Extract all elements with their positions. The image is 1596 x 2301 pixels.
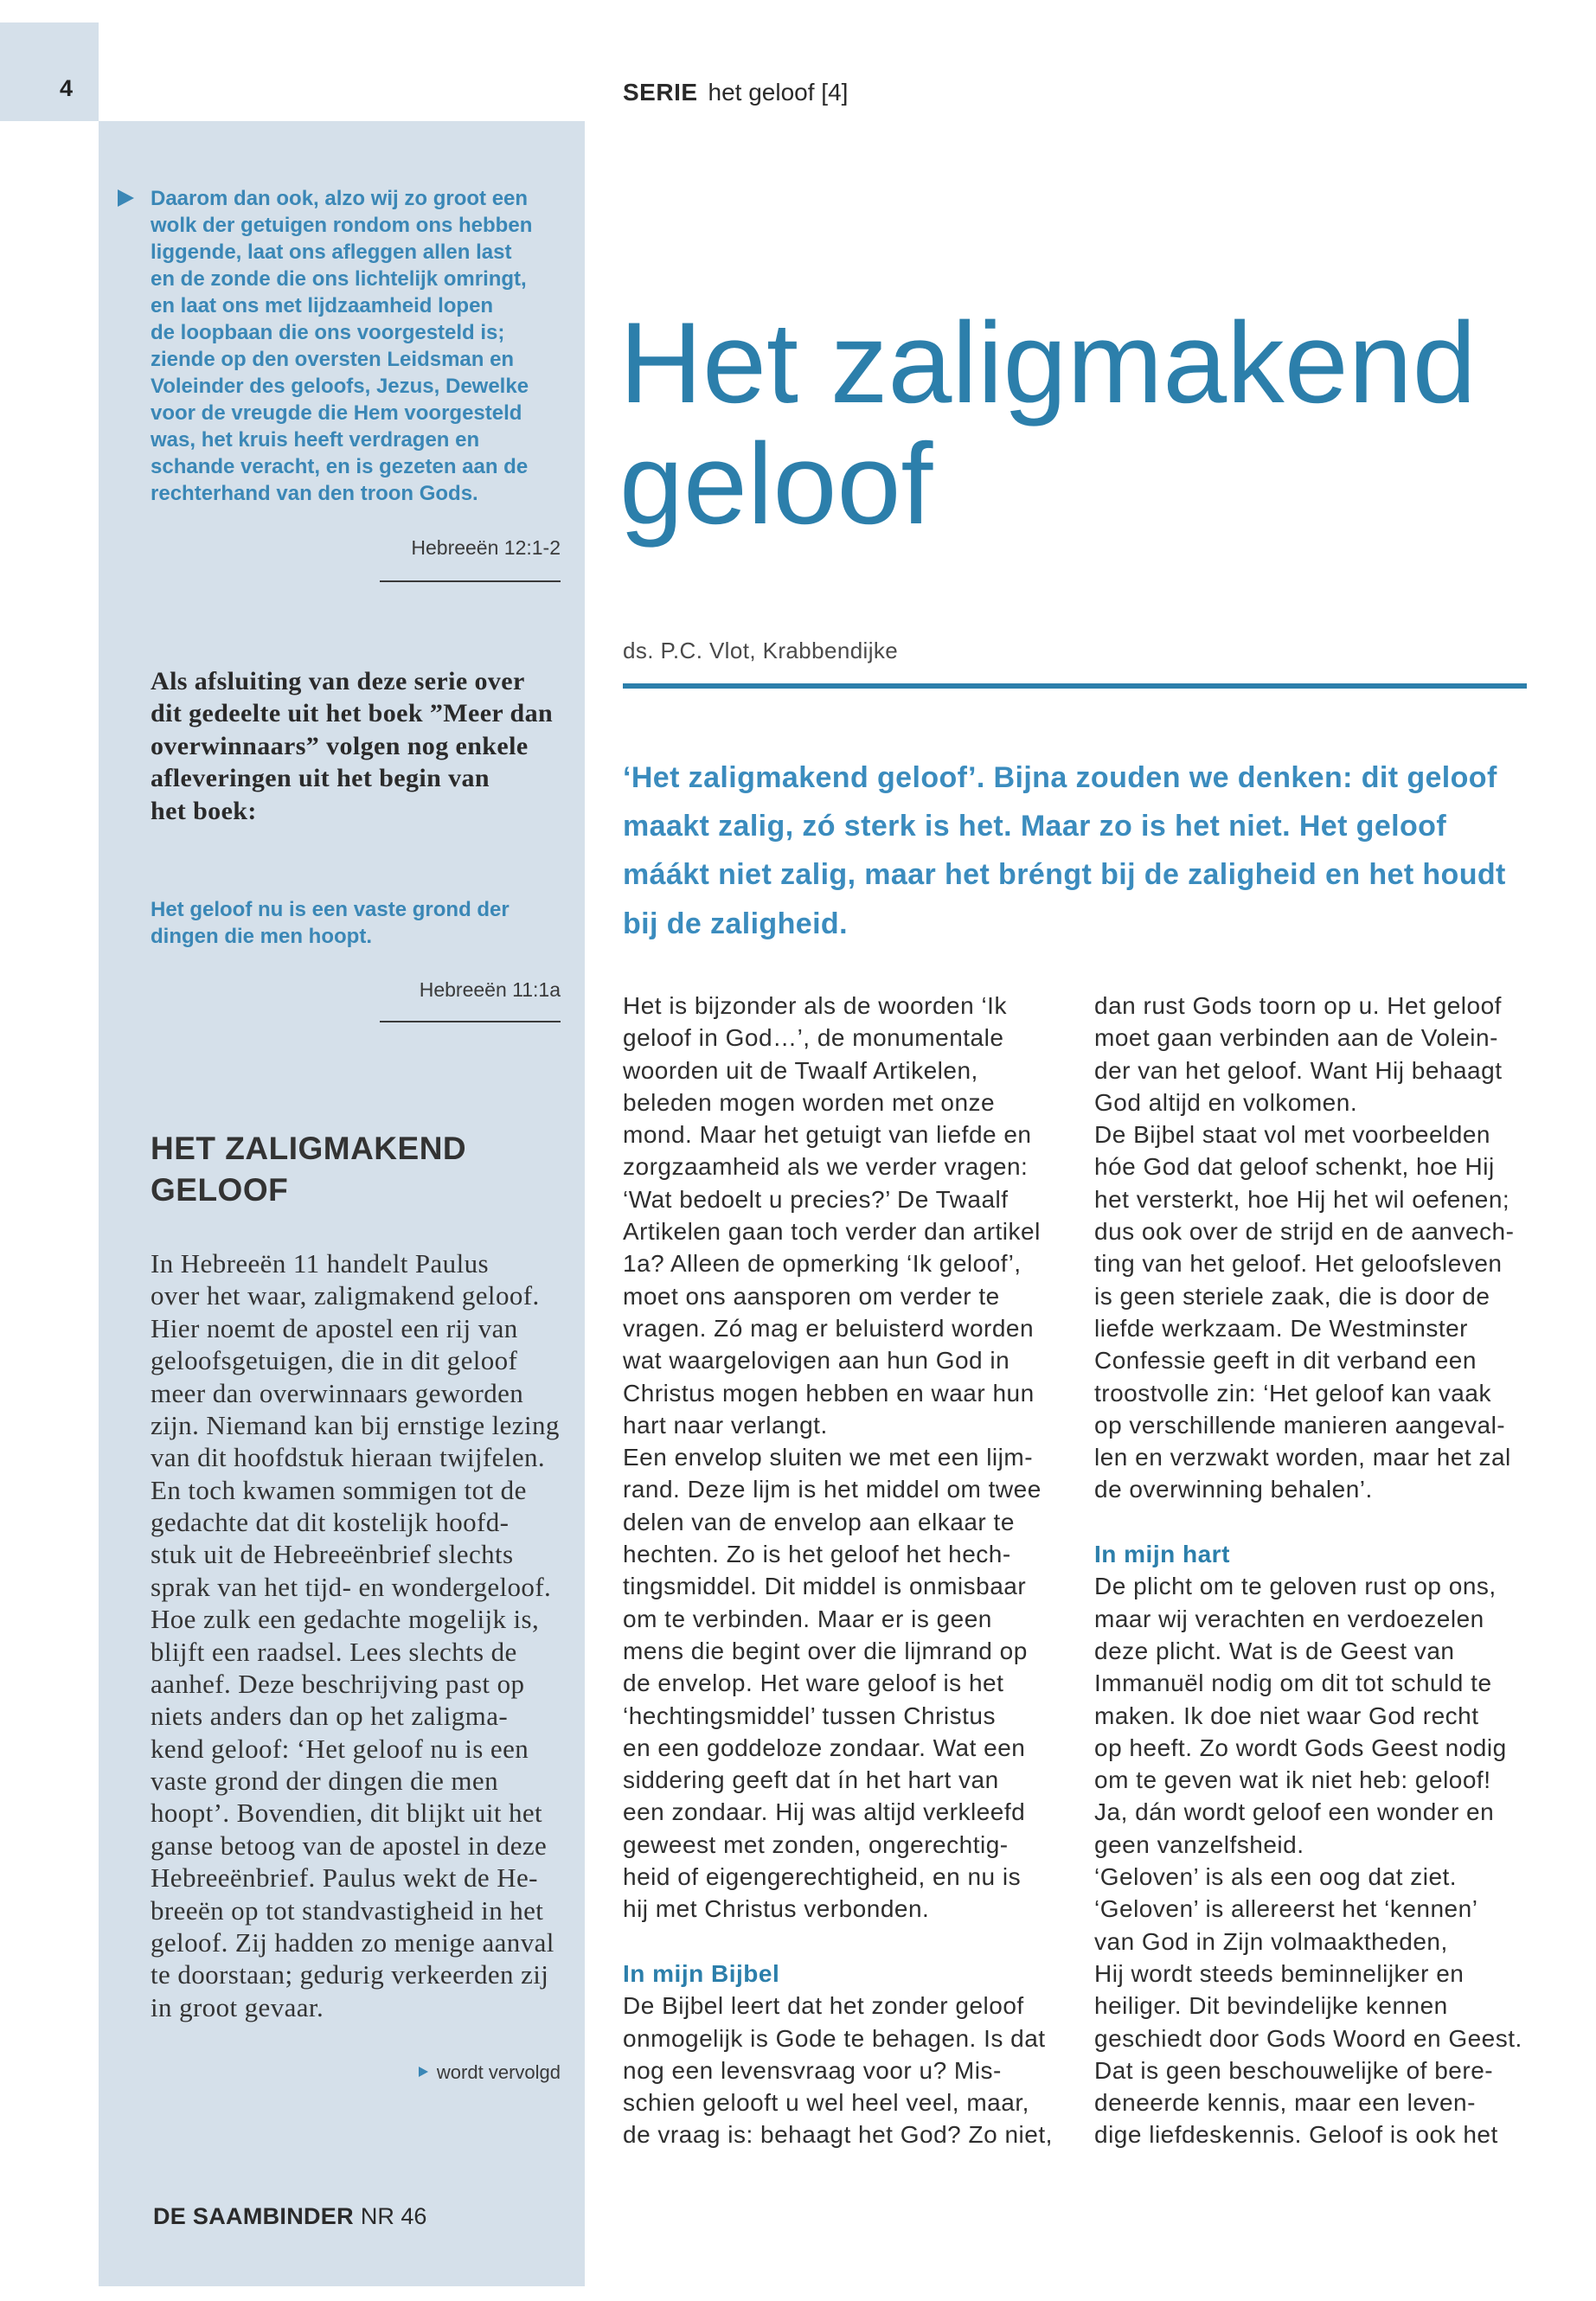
body-line: over het waar, zaligmakend geloof. (151, 1280, 540, 1311)
series-label: SERIE (623, 79, 698, 106)
paragraph-line: mens die begint over die lijmrand op (623, 1637, 1028, 1664)
paragraph-line: De Bijbel staat vol met voorbeelden (1094, 1121, 1490, 1149)
paragraph-line: hechten. Zo is het geloof het hech- (623, 1541, 1011, 1568)
paragraph-line: liefde werkzaam. De Westminster (1094, 1314, 1468, 1342)
paragraph-line: Hij wordt steeds beminnelijker en (1094, 1959, 1465, 1987)
paragraph-line: hart naar verlangt. (623, 1411, 828, 1439)
paragraph-line: 1a? Alleen de opmerking ‘Ik geloof’, (623, 1250, 1022, 1278)
body-line: zijn. Niemand kan bij ernstige lezing (151, 1409, 560, 1440)
paragraph-line: ting van het geloof. Het geloofsleven (1094, 1250, 1503, 1278)
body-line: te doorstaan; gedurig verkeerden zij (151, 1959, 549, 1990)
quote-line: schande veracht, en is gezeten aan de (151, 455, 529, 478)
quote-marker-icon (118, 189, 134, 207)
article-column-2 (1094, 990, 1527, 2151)
body-line: breeën op tot standvastigheid in het (151, 1894, 544, 1926)
paragraph-line: Een envelop sluiten we met een lijm- (623, 1444, 1034, 1471)
paragraph-line: Ja, dán wordt geloof een wonder en (1094, 1798, 1495, 1826)
paragraph-line: deze plicht. Wat is de Geest van (1094, 1637, 1455, 1664)
scripture-reference: Hebreeën 12:1-2 (411, 536, 561, 559)
continued-note (301, 2060, 561, 2086)
paragraph-line: de envelop. Het ware geloof is het (623, 1670, 1004, 1697)
paragraph-line: nog een levensvraag voor u? Mis- (623, 2056, 1002, 2084)
paragraph-line: dan rust Gods toorn op u. Het geloof (1094, 992, 1502, 1019)
paragraph (1094, 1861, 1527, 1893)
paragraph-line: hij met Christus verbonden. (623, 1895, 930, 1923)
paragraph-line: om te verbinden. Maar er is geen (623, 1605, 992, 1632)
paragraph-line: schien gelooft u wel heel veel, maar, (623, 2089, 1029, 2117)
series-header (623, 75, 848, 110)
body-line: niets anders dan op het zaligma- (151, 1701, 509, 1732)
paragraph-line: vragen. Zó mag er beluisterd worden (623, 1314, 1035, 1342)
continued-label: wordt vervolgd (436, 2061, 561, 2083)
subheading-in-mijn-hart: In mijn hart (1094, 1541, 1230, 1568)
body-line: stuk uit de Hebreeënbrief slechts (151, 1539, 514, 1570)
paragraph-line: siddering geeft dat ín het hart van (623, 1766, 999, 1794)
quote-line: Het geloof nu is een vaste grond der (151, 898, 510, 921)
paragraph-line: Immanuël nodig om dit tot schuld te (1094, 1670, 1492, 1697)
paragraph-line: geweest met zonden, ongerechtig- (623, 1830, 1009, 1858)
body-line: aanhef. Deze beschrijving past op (151, 1668, 525, 1699)
paragraph-line: heiliger. Dit bevindelijke kennen (1094, 1992, 1448, 2020)
body-line: blijft een raadsel. Lees slechts de (151, 1636, 517, 1667)
paragraph-line: der van het geloof. Want Hij behaagt (1094, 1056, 1503, 1084)
paragraph-line: om te geven wat ik niet heb: geloof! (1094, 1766, 1491, 1794)
paragraph-line: moet ons aansporen om verder te (623, 1282, 1000, 1310)
title-divider (623, 683, 1527, 689)
intro-line: dit gedeelte uit het boek ”Meer dan (151, 699, 554, 728)
paragraph-line: de vraag is: behaagt het God? Zo niet, (623, 2121, 1053, 2149)
paragraph-line: de overwinning behalen’. (1094, 1476, 1373, 1503)
paragraph-line: hóe God dat geloof schenkt, hoe Hij (1094, 1153, 1495, 1181)
paragraph-line: dige liefdeskennis. Geloof is ook het (1094, 2121, 1498, 2149)
lead-line: ‘Het zaligmakend geloof’. Bijna zouden we denken: dit geloof (623, 761, 1497, 794)
body-line: Hier noemt de apostel een rij van (151, 1312, 518, 1343)
body-line: in groot gevaar. (151, 1991, 324, 2022)
paragraph-line: De Bijbel leert dat het zonder geloof (623, 1992, 1024, 2020)
title-line: geloof (619, 420, 933, 548)
scripture-quote-hebrews-12 (151, 185, 566, 507)
paragraph-line: op heeft. Zo wordt Gods Geest nodig (1094, 1734, 1507, 1761)
paragraph-line: Christus mogen hebben en waar hun (623, 1379, 1035, 1407)
subheading-in-mijn-bijbel: In mijn Bijbel (623, 1959, 780, 1987)
paragraph (623, 990, 1055, 1441)
body-line: vaste grond der dingen die men (151, 1766, 498, 1796)
body-line: geloof. Zij hadden zo menige aanval (151, 1926, 554, 1958)
quote-line: en de zonde die ons lichtelijk omringt, (151, 267, 527, 291)
paragraph-line: geschiedt door Gods Woord en Geest. (1094, 2024, 1522, 2052)
quote-line: was, het kruis heeft verdragen en (151, 428, 480, 452)
paragraph-line: len en verzwakt worden, maar het zal (1094, 1444, 1511, 1471)
quote-line: voor de vreugde die Hem voorgesteld (151, 401, 522, 425)
publication-footer (153, 2199, 426, 2234)
paragraph-line: Dat is geen beschouwelijke of bere- (1094, 2056, 1494, 2084)
lead-line: maakt zalig, zó sterk is het. Maar zo is het niet. Het geloof (623, 810, 1447, 843)
paragraph-line: deneerde kennis, maar een leven- (1094, 2089, 1476, 2117)
heading-line: HET ZALIGMAKEND (151, 1131, 467, 1166)
paragraph (1094, 1893, 1527, 2150)
body-line: van dit hoofdstuk hieraan twijfelen. (151, 1442, 546, 1473)
quote-line: wolk der getuigen rondom ons hebben (151, 214, 533, 237)
paragraph-line: zorgzaamheid als we verder vragen: (623, 1153, 1029, 1181)
body-line: En toch kwamen sommigen tot de (151, 1474, 527, 1505)
publication-name: DE SAAMBINDER (153, 2203, 354, 2229)
paragraph-line: troostvolle zin: ‘Het geloof kan vaak (1094, 1379, 1491, 1407)
page-number: 4 (60, 75, 74, 101)
paragraph-line: delen van de envelop aan elkaar te (623, 1508, 1015, 1535)
quote-line: Daarom dan ook, alzo wij zo groot een (151, 187, 529, 210)
quote-line: de loopbaan die ons voorgesteld is; (151, 321, 505, 344)
issue-number: NR 46 (360, 2203, 427, 2229)
paragraph-line: ‘Geloven’ is als een oog dat ziet. (1094, 1863, 1458, 1891)
paragraph (1094, 990, 1527, 1118)
continued-arrow-icon (419, 2067, 428, 2077)
paragraph (1094, 1570, 1527, 1861)
quote-line: en laat ons met lijdzaamheid lopen (151, 294, 494, 317)
series-intro (151, 665, 553, 827)
paragraph-line: dus ook over de strijd en de aanvech- (1094, 1218, 1515, 1246)
paragraph-line: moet gaan verbinden aan de Volein- (1094, 1024, 1498, 1052)
quote-line: ziende op den oversten Leidsman en (151, 348, 515, 371)
paragraph-line: van God in Zijn volmaaktheden, (1094, 1927, 1448, 1955)
paragraph-line: De plicht om te geloven rust op ons, (1094, 1573, 1497, 1600)
paragraph-line: geen vanzelfsheid. (1094, 1830, 1304, 1858)
paragraph-line: ‘Geloven’ is allereerst het ‘kennen’ (1094, 1895, 1478, 1923)
series-title: het geloof [4] (708, 79, 849, 106)
article-author: ds. P.C. Vlot, Krabbendijke (623, 638, 899, 663)
reference-divider (380, 580, 561, 582)
paragraph-line: op verschillende manieren aangeval- (1094, 1411, 1506, 1439)
paragraph-line: maken. Ik doe niet waar God recht (1094, 1702, 1479, 1729)
article-title (619, 299, 1477, 548)
lead-line: bij de zaligheid. (623, 907, 848, 940)
body-line: In Hebreeën 11 handelt Paulus (151, 1248, 489, 1279)
paragraph-line: mond. Maar het getuigt van liefde en (623, 1121, 1032, 1149)
body-line: Hebreeënbrief. Paulus wekt de He- (151, 1862, 538, 1894)
body-line: meer dan overwinnaars geworden (151, 1377, 524, 1408)
quote-line: liggende, laat ons afleggen allen last (151, 240, 512, 264)
paragraph-line: heid of eigengerechtigheid, en nu is (623, 1863, 1022, 1891)
paragraph-line: ‘Wat bedoelt u precies?’ De Twaalf (623, 1185, 1009, 1213)
paragraph-line: en een goddeloze zondaar. Wat een (623, 1734, 1026, 1761)
body-line: Hoe zulk een gedachte mogelijk is, (151, 1604, 540, 1635)
paragraph-line: Confessie geeft in dit verband een (1094, 1347, 1477, 1375)
paragraph-line: rand. Deze lijm is het middel om twee (623, 1476, 1042, 1503)
paragraph-line: beleden mogen worden met onze (623, 1088, 996, 1116)
body-line: hoopt’. Bovendien, dit blijkt uit het (151, 1798, 543, 1829)
heading-line: GELOOF (151, 1171, 289, 1208)
intro-line: Als afsluiting van deze serie over (151, 667, 525, 695)
sidebar-body-text (151, 1247, 560, 2023)
quote-line: rechterhand van den troon Gods. (151, 482, 478, 505)
paragraph-line: geloof in God…’, de monumentale (623, 1024, 1004, 1052)
sidebar-panel (99, 121, 585, 2286)
paragraph (623, 1990, 1055, 2150)
intro-line: overwinnaars” volgen nog enkele (151, 731, 529, 760)
quote-line: Voleinder des geloofs, Jezus, Dewelke (151, 375, 529, 398)
paragraph-line: wat waargelovigen aan hun God in (623, 1347, 1010, 1375)
paragraph-line: onmogelijk is Gode te behagen. Is dat (623, 2024, 1046, 2052)
paragraph-line: maar wij verachten en verdoezelen (1094, 1605, 1484, 1632)
reference-divider (380, 1021, 561, 1022)
title-line: Het zaligmakend (619, 299, 1477, 427)
body-line: ganse betoog van de apostel in deze (151, 1830, 548, 1861)
paragraph (1094, 1118, 1527, 1506)
paragraph-line: Het is bijzonder als de woorden ‘Ik (623, 992, 1007, 1019)
paragraph-line: ‘hechtingsmiddel’ tussen Christus (623, 1702, 996, 1729)
page-number-tab (0, 22, 99, 121)
body-line: gedachte dat dit kostelijk hoofd- (151, 1507, 510, 1537)
article-lead (623, 753, 1506, 948)
paragraph (623, 1441, 1055, 1925)
paragraph-line: God altijd en volkomen. (1094, 1088, 1358, 1116)
scripture-quote-hebrews-11 (151, 896, 566, 950)
body-line: sprak van het tijd- en wondergeloof. (151, 1571, 552, 1602)
intro-line: afleveringen uit het begin van (151, 764, 490, 793)
paragraph-line: tingsmiddel. Dit middel is onmisbaar (623, 1573, 1027, 1600)
quote-line: dingen die men hoopt. (151, 925, 372, 948)
paragraph-line: is geen steriele zaak, die is door de (1094, 1282, 1490, 1310)
article-column-1 (623, 990, 1055, 2151)
scripture-reference: Hebreeën 11:1a (419, 978, 561, 1001)
intro-line: het boek: (151, 796, 257, 825)
sidebar-heading (151, 1128, 466, 1210)
paragraph-line: een zondaar. Hij was altijd verkleefd (623, 1798, 1026, 1826)
body-line: geloofsgetuigen, die in dit geloof (151, 1345, 518, 1376)
paragraph-line: het versterkt, hoe Hij het wil oefenen; (1094, 1185, 1510, 1213)
paragraph-line: woorden uit de Twaalf Artikelen, (623, 1056, 978, 1084)
paragraph-line: Artikelen gaan toch verder dan artikel (623, 1218, 1041, 1246)
lead-line: máákt niet zalig, maar het bréngt bij de zaligheid en het houdt (623, 858, 1506, 892)
body-line: kend geloof: ‘Het geloof nu is een (151, 1733, 529, 1764)
